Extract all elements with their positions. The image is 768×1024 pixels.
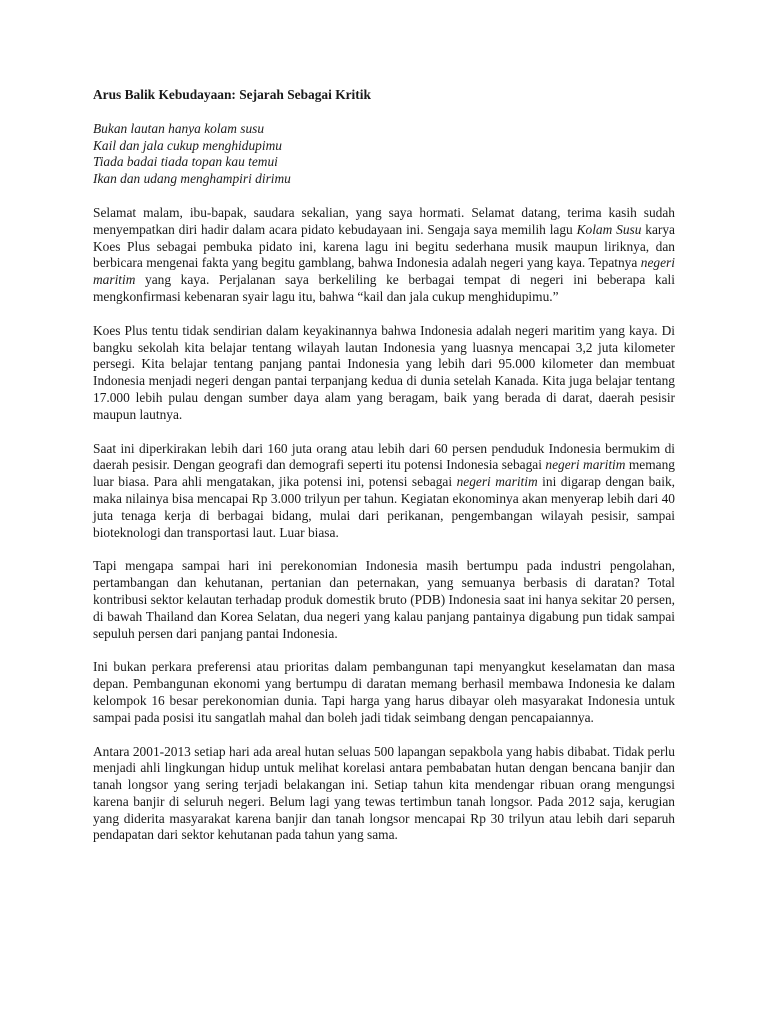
paragraph-text: yang kaya. Perjalanan saya berkeliling ke berbagai tempat di negeri ini beberapa kali mengkonfirmasi kebenaran syair lagu itu, bahwa “kail dan jala cukup menghidupimu.” xyxy=(93,272,675,304)
document-title: Arus Balik Kebudayaan: Sejarah Sebagai Kritik xyxy=(93,87,371,102)
poem-line: Tiada badai tiada topan kau temui xyxy=(93,154,278,170)
song-title-italic: Kolam Susu xyxy=(576,221,642,237)
paragraph-4: Tapi mengapa sampai hari ini perekonomian Indonesia masih bertumpu pada industri pengolahan, pertambangan dan kehutanan, pertanian dan peternakan, yang semuanya berbasis di daratan? Total kontribusi sektor kelautan terhadap produk domestik bruto (PDB) Indonesia saat ini hanya sekitar 20 persen, di bawah Thailand dan Korea Selatan, dua negeri yang kalau panjang pantainya digabung pun tidak sampai sepuluh persen dari panjang pantai Indonesia. xyxy=(93,558,675,641)
paragraph-text: karya Koes Plus sebagai pembuka pidato ini, karena lagu ini begitu sederhana musik maupun liriknya, dan berbicara mengenai fakta yang begitu gamblang, bahwa Indonesia adalah negeri yang kaya. Tepatnya xyxy=(93,221,675,271)
document-page xyxy=(93,87,675,861)
paragraph-text: Saat ini diperkirakan lebih dari 160 juta orang atau lebih dari 60 persen penduduk Indonesia bermukim di daerah pesisir. Dengan geografi dan demografi seperti itu potensi Indonesia sebagai xyxy=(93,440,675,473)
poem-line: Kail dan jala cukup menghidupimu xyxy=(93,137,282,153)
paragraph-2: Koes Plus tentu tidak sendirian dalam keyakinannya bahwa Indonesia adalah negeri maritim yang kaya. Di bangku sekolah kita belajar tentang wilayah lautan Indonesia yang luasnya mencapai 3,2 juta kilometer persegi. Kita belajar tentang panjang pantai Indonesia yang lebih dari 95.000 kilometer dan membuat Indonesia menjadi negeri dengan pantai terpanjang kedua di dunia setelah Kanada. Kita juga belajar tentang 17.000 lebih pulau dengan sumber daya alam yang beragam, baik yang berada di darat, daerah pesisir maupun lautnya. xyxy=(93,322,675,422)
italic-term: negeri maritim xyxy=(545,457,626,473)
poem-line: Bukan lautan hanya kolam susu xyxy=(93,120,265,136)
paragraph-text: memang luar biasa. Para ahli mengatakan, jika potensi ini, potensi sebagai xyxy=(93,457,675,490)
paragraph-6: Antara 2001-2013 setiap hari ada areal hutan seluas 500 lapangan sepakbola yang habis dibabat. Tidak perlu menjadi ahli lingkungan hidup untuk melihat korelasi antara pembabatan hutan dengan bencana banjir dan tanah longsor yang sering terjadi belakangan ini. Setiap tahun kita mendengar ribuan orang mengungsi karena banjir di seluruh negeri. Belum lagi yang tewas tertimbun tanah longsor. Pada 2012 saja, kerugian yang diderita masyarakat karena banjir dan tanah longsor mencapai Rp 30 trilyun atau lebih dari separuh pendapatan dari sektor kehutanan pada tahun yang sama. xyxy=(93,743,675,843)
poem-stanza xyxy=(93,121,675,188)
poem-line: Ikan dan udang menghampiri dirimu xyxy=(93,171,291,187)
paragraph-5: Ini bukan perkara preferensi atau prioritas dalam pembangunan tapi menyangkut keselamatan dan masa depan. Pembangunan ekonomi yang bertumpu di daratan memang berhasil membawa Indonesia ke dalam kelompok 16 besar perekonomian dunia. Tapi harga yang harus dibayar oleh masyarakat Indonesia untuk sampai pada posisi itu sangatlah mahal dan boleh jadi tidak seimbang dengan pencapaiannya. xyxy=(93,659,675,725)
paragraph-3 xyxy=(93,441,675,542)
paragraph-1 xyxy=(93,205,675,306)
paragraph-text: Selamat malam, ibu-bapak, saudara sekalian, yang saya hormati. Selamat datang, terima kasih sudah menyempatkan diri hadir dalam acara pidato kebudayaan ini. Sengaja saya memilih lagu xyxy=(93,204,675,237)
paragraph-text: ini digarap dengan baik, maka nilainya bisa mencapai Rp 3.000 trilyun per tahun. Kegiatan ekonominya akan menyerap lebih dari 40 juta tenaga kerja di berbagai bidang, mulai dari perikanan, pengembangan wilayah pesisir, sampai bioteknologi dan transportasi laut. Luar biasa. xyxy=(93,474,675,540)
italic-term: negeri maritim xyxy=(456,474,538,490)
italic-term: negeri maritim xyxy=(93,255,675,288)
